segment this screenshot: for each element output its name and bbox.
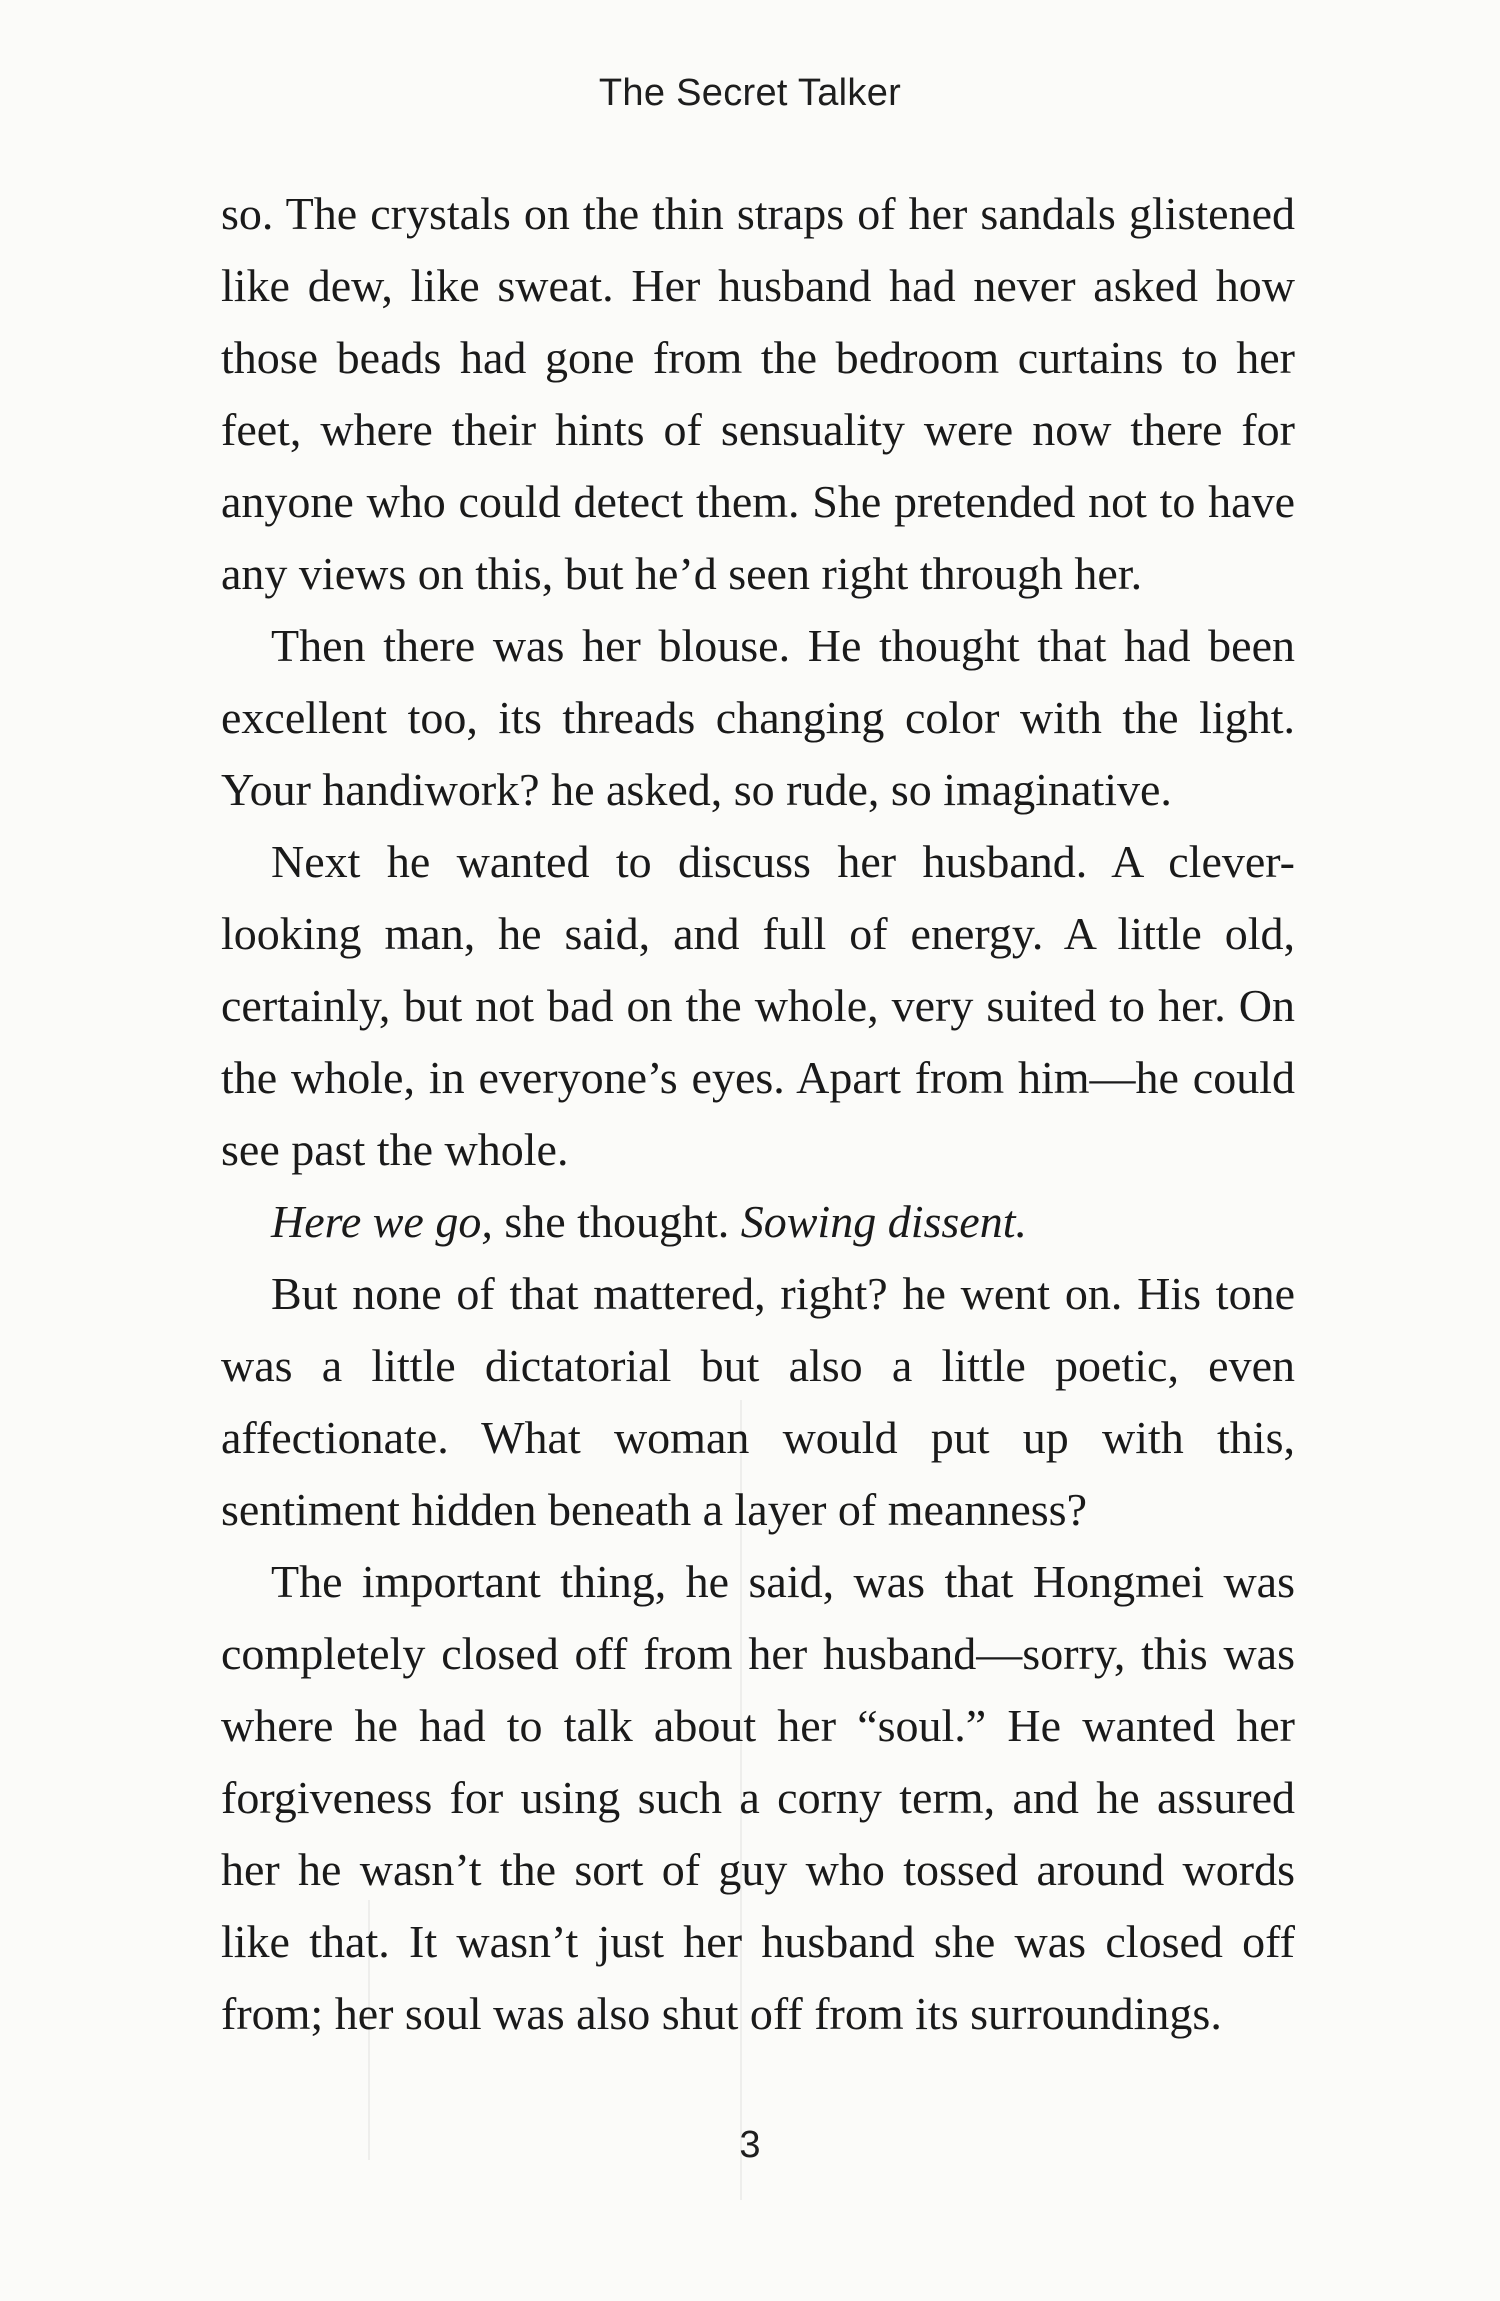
paragraph-5: But none of that mattered, right? he went on. His tone was a little dictatorial but also a little poetic, even affectionate. What woman would put up with this, sentiment hidden beneath a layer of meanness? [221,1268,1295,1535]
italic-paragraph [221,1186,1295,1258]
page-number: 3 [739,2124,761,2166]
paragraph-1: so. The crystals on the thin straps of her sandals glistened like dew, like sweat. Her husband had never asked how those beads had gone from the bedroom curtains to her feet, where their hints of sensuality were now there for anyone who could detect them. She pretended not to have any views on this, but he’d seen right through her. [221,188,1295,599]
scan-artifact [368,1900,370,2160]
plain-phrase: she thought. [492,1196,741,1247]
italic-phrase-2: Sowing dissent. [740,1196,1027,1247]
paragraph-3: Next he wanted to discuss her husband. A clever-looking man, he said, and full of energy. A little old, certainly, but not bad on the whole, very suited to her. On the whole, in everyone’s eyes. Apart from him—he could see past the whole. [221,836,1295,1175]
paragraph-6: The important thing, he said, was that Hongmei was completely closed off from her husband—sorry, this was where he had to talk about her “soul.” He wanted her forgiveness for using such a corny term, and he assured her he wasn’t the sort of guy who tossed around words like that. It wasn’t just her husband she was closed off from; her soul was also shut off from its surroundings. [221,1556,1295,2039]
running-title: The Secret Talker [598,72,902,114]
paragraph-2: Then there was her blouse. He thought that had been excellent too, its threads changing color with the light. Your handiwork? he asked, so rude, so imaginative. [221,620,1295,815]
scan-artifact [740,1400,742,2200]
body-text [221,178,1295,2050]
italic-phrase-1: Here we go, [271,1196,493,1247]
